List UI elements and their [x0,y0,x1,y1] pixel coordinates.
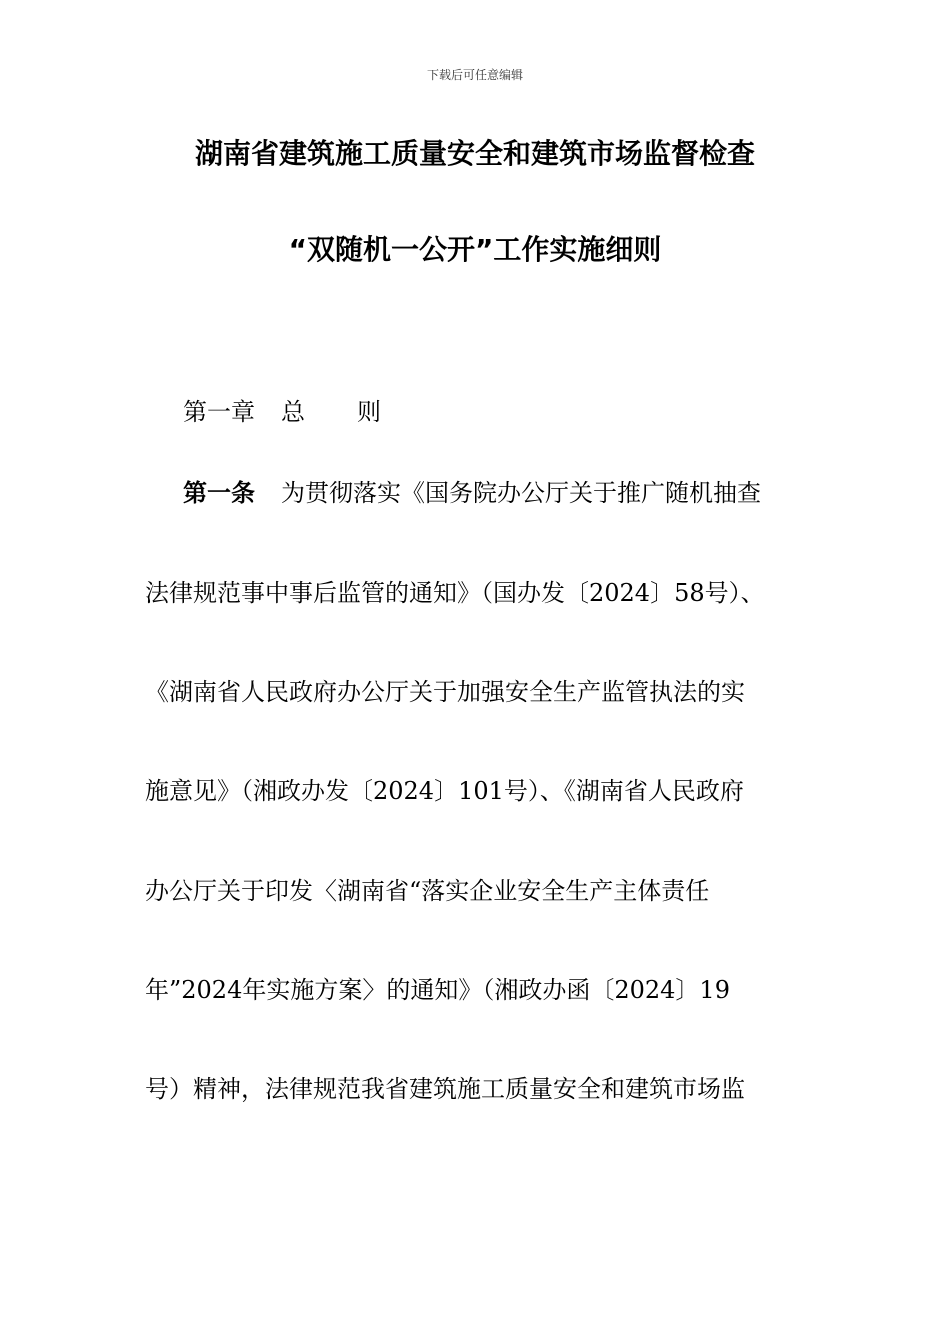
article-line-5: 办公厅关于印发〈湖南省“落实企业安全生产主体责任 [145,877,710,905]
article-line-4: 施意见》（湘政办发〔2024〕101号）、《湖南省人民政府 [145,777,744,805]
article-line-2: 法律规范事中事后监管的通知》（国办发〔2024〕58号）、 [145,579,765,607]
header-note: 下载后可任意编辑 [426,68,523,82]
chapter-name-part2: 则 [357,398,381,426]
document-title-line-1: 湖南省建筑施工质量安全和建筑市场监督检查 [194,137,755,170]
article-label: 第一条 [183,479,255,507]
article-line-6: 年”2024年实施方案〉的通知》（湘政办函〔2024〕19 [145,976,730,1004]
document-title-line-2: “双随机一公开”工作实施细则 [288,233,662,266]
article-line-3: 《湖南省人民政府办公厅关于加强安全生产监管执法的实 [145,678,745,706]
article-line-1 [183,477,815,509]
chapter-heading [183,396,381,428]
chapter-name-part1: 总 [281,398,305,426]
article-line-7: 号）精神，法律规范我省建筑施工质量安全和建筑市场监 [145,1075,745,1103]
chapter-number: 第一章 [183,398,255,426]
article-text-1: 为贯彻落实《国务院办公厅关于推广随机抽查 [281,479,761,507]
